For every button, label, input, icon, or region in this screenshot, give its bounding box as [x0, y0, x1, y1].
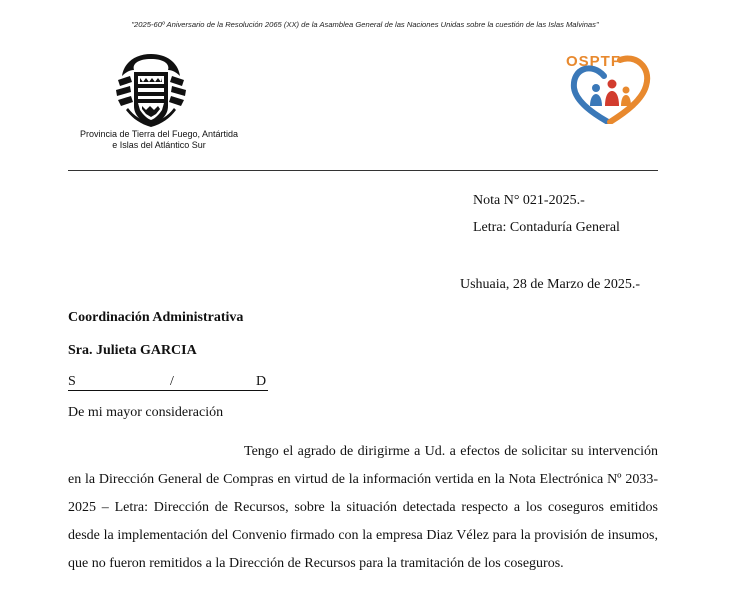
nota-date: Ushuaia, 28 de Marzo de 2025.-	[460, 277, 641, 292]
salutation-slash: /	[170, 374, 174, 389]
province-name	[62, 129, 256, 151]
body-paragraph	[68, 438, 658, 578]
logo-figure-head-3	[623, 87, 630, 94]
logo-figure-body-2	[605, 91, 619, 106]
greeting: De mi mayor consideración	[68, 405, 224, 420]
osptf-logo	[560, 44, 658, 124]
osptf-logo-text: OSPTF	[566, 53, 622, 70]
province-line-1: Provincia de Tierra del Fuego, Antártida	[79, 129, 239, 139]
logo-figure-head-2	[608, 80, 617, 89]
recipient-name: Sra. Julieta GARCIA	[68, 343, 197, 358]
salutation-sd-line	[68, 374, 268, 391]
logo-figure-body-1	[590, 94, 602, 106]
header-quote: "2025-60º Aniversario de la Resolución 2065 (XX) de la Asamblea General de las Naciones Unidas sobre la cuestión de las Islas Malvinas"	[131, 20, 599, 29]
nota-number: Nota N° 021-2025.-	[473, 193, 585, 208]
body-paragraph-text: Tengo el agrado de dirigirme a Ud. a efectos de solicitar su intervención en la Dirección General de Compras en virtud de la información vertida en la Nota Electrónica Nº 2033-2025 – Letra: Dirección de Recursos, sobre la situación detectada respecto a los coseguros emitidos desde la implementación del Convenio firmado con la empresa Diaz Vélez para la provisión de insumos, que no fueron remitidos a la Dirección de Recursos para la tramitación de los coseguros.	[68, 444, 658, 571]
salutation-s: S	[68, 374, 76, 389]
salutation-d: D	[256, 374, 267, 389]
logo-figure-body-3	[621, 95, 631, 106]
recipient-office: Coordinación Administrativa	[68, 310, 244, 325]
nota-letra: Letra: Contaduría General	[473, 220, 620, 235]
province-line-2: e Islas del Atlántico Sur	[112, 140, 206, 150]
header-divider	[68, 170, 658, 171]
logo-heart-left	[574, 68, 608, 122]
provincial-crest-icon	[112, 52, 190, 128]
logo-figure-head-1	[592, 84, 600, 92]
